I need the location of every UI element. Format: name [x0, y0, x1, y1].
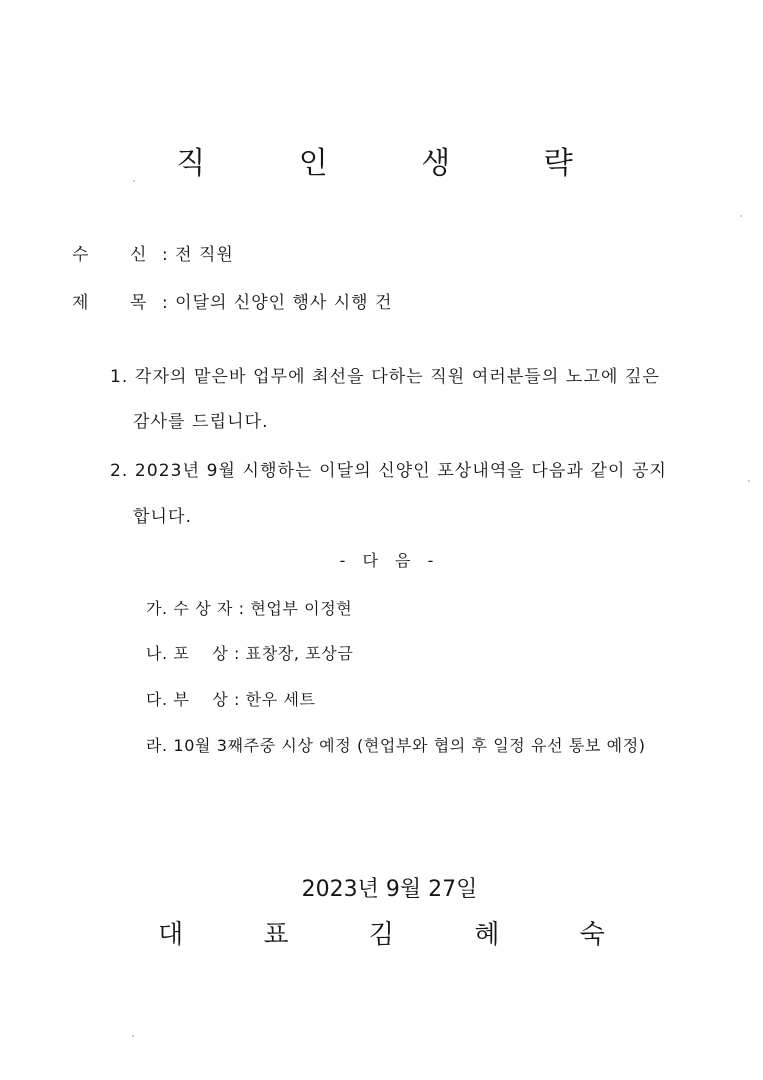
award-item-extra-prize-value: : 한우 세트 [233, 690, 316, 709]
award-item-recipient-value: : 현업부 이정현 [238, 599, 353, 618]
recipient-line [72, 240, 234, 265]
award-item-prize-label: 나. 포 상 [146, 644, 229, 663]
award-item-extra-prize [146, 687, 316, 710]
signature-line: 대 표 김 혜 숙 [158, 920, 641, 950]
award-item-schedule: 라. 10월 3째주중 시상 예정 (현업부와 협의 후 일정 유선 통보 예정) [146, 736, 646, 755]
award-item-recipient-label: 가. 수 상 자 [146, 599, 233, 618]
paragraph-2-line-2: 합니다. [133, 507, 193, 527]
document-title: 직 인 생 략 [176, 146, 615, 181]
subject-label-2: 목 [130, 293, 147, 313]
subject-label-1: 제 [72, 293, 89, 313]
scan-speck [740, 215, 742, 217]
scan-speck [748, 480, 750, 482]
award-item-prize [146, 641, 353, 664]
recipient-value: : 전 직원 [162, 245, 234, 265]
document-date: 2023년 9월 27일 [301, 877, 478, 902]
paragraph-1-line-1: 1. 각자의 맡은바 업무에 최선을 다하는 직원 여러분들의 노고에 깊은 [110, 367, 661, 387]
scan-speck [132, 1035, 134, 1037]
subject-line [72, 288, 392, 313]
scan-speck [133, 180, 135, 182]
paragraph-1-line-2: 감사를 드립니다. [133, 412, 269, 432]
recipient-label-2: 신 [130, 245, 147, 265]
paragraph-2-line-1: 2. 2023년 9월 시행하는 이달의 신양인 포상내역을 다음과 같이 공지 [110, 461, 668, 481]
award-item-prize-value: : 표창장, 포상금 [233, 644, 354, 663]
next-heading: - 다 음 - [339, 551, 440, 570]
award-item-recipient [146, 596, 352, 619]
subject-value: : 이달의 신양인 행사 시행 건 [162, 293, 393, 313]
award-item-extra-prize-label: 다. 부 상 [146, 690, 229, 709]
recipient-label-1: 수 [72, 245, 89, 265]
